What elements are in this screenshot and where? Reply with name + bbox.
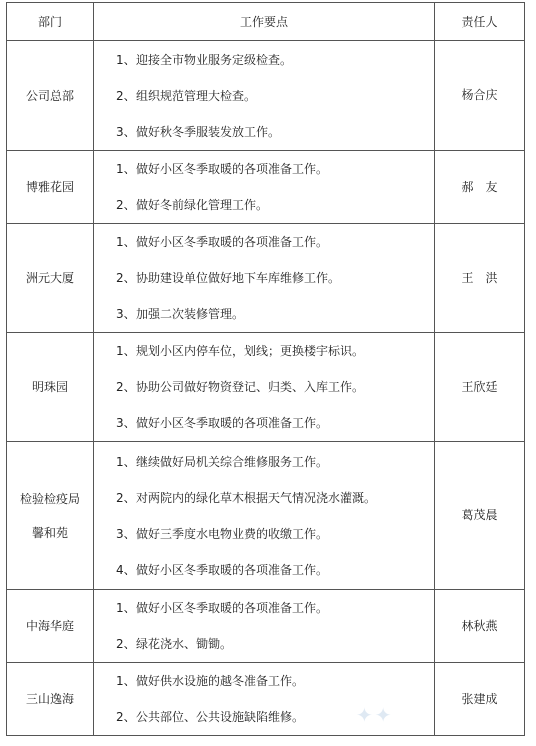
task-item (94, 151, 434, 187)
task-number: 2、 (116, 491, 136, 505)
work-plan-table (6, 2, 525, 736)
task-item (94, 42, 434, 78)
table-body (7, 41, 525, 736)
task-number: 2、 (116, 380, 136, 394)
task-number: 4、 (116, 563, 136, 577)
task-text: 做好小区冬季取暖的各项准备工作。 (136, 162, 329, 176)
task-text: 做好小区冬季取暖的各项准备工作。 (136, 563, 329, 577)
task-item (94, 552, 434, 588)
task-text: 规划小区内停车位，划线；更换楼宇标识。 (136, 344, 365, 358)
task-text: 加强二次装修管理。 (136, 307, 245, 321)
table-row (7, 663, 525, 736)
task-text: 做好小区冬季取暖的各项准备工作。 (136, 601, 329, 615)
task-text: 迎接全市物业服务定级检查。 (136, 53, 293, 67)
task-text: 做好三季度水电物业费的收缴工作。 (136, 527, 329, 541)
task-item (94, 296, 434, 332)
task-number: 2、 (116, 710, 136, 724)
dept-cell (7, 590, 94, 663)
task-item (94, 187, 434, 223)
task-text: 做好小区冬季取暖的各项准备工作。 (136, 235, 329, 249)
task-item (94, 444, 434, 480)
tasks-cell (94, 442, 435, 590)
task-item (94, 405, 434, 441)
task-item (94, 78, 434, 114)
dept-cell (7, 442, 94, 590)
tasks-cell (94, 590, 435, 663)
task-number: 3、 (116, 307, 136, 321)
task-number: 1、 (116, 53, 136, 67)
tasks-cell (94, 333, 435, 442)
task-item (94, 260, 434, 296)
task-item (94, 516, 434, 552)
task-text: 做好小区冬季取暖的各项准备工作。 (136, 416, 329, 430)
owner-cell: 林秋燕 (435, 590, 525, 663)
tasks-cell (94, 151, 435, 224)
table-row (7, 151, 525, 224)
task-number: 3、 (116, 125, 136, 139)
tasks-cell (94, 224, 435, 333)
dept-name: 三山逸海 (25, 692, 74, 706)
owner-cell: 郝 友 (435, 151, 525, 224)
watermark-logo: ✦✦ (356, 703, 394, 727)
dept-name: 馨和苑 (31, 525, 68, 540)
owner-cell: 张建成 (435, 663, 525, 736)
task-text: 做好供水设施的越冬准备工作。 (136, 674, 305, 688)
dept-cell (7, 663, 94, 736)
task-item (94, 626, 434, 662)
task-text: 协助公司做好物资登记、归类、入库工作。 (136, 380, 365, 394)
task-number: 1、 (116, 162, 136, 176)
dept-cell (7, 333, 94, 442)
task-number: 1、 (116, 601, 136, 615)
owner-cell: 王 洪 (435, 224, 525, 333)
table-row (7, 590, 525, 663)
dept-name: 公司总部 (25, 88, 74, 103)
task-number: 1、 (116, 455, 136, 469)
task-text: 公共部位、公共设施缺陷维修。 (136, 710, 305, 724)
task-number: 1、 (116, 344, 136, 358)
task-item (94, 224, 434, 260)
owner-cell: 葛茂晨 (435, 442, 525, 590)
task-number: 2、 (116, 637, 136, 651)
task-text: 绿花浇水、锄锄。 (136, 637, 233, 651)
task-item (94, 480, 434, 516)
header-owner: 责任人 (435, 3, 525, 41)
task-number: 2、 (116, 198, 136, 212)
task-number: 2、 (116, 271, 136, 285)
dept-cell (7, 151, 94, 224)
header-tasks: 工作要点 (94, 3, 435, 41)
dept-name: 中海华庭 (25, 619, 74, 633)
task-item (94, 369, 434, 405)
dept-cell (7, 224, 94, 333)
task-text: 协助建设单位做好地下车库维修工作。 (136, 271, 341, 285)
dept-name: 检验检疫局 (19, 491, 80, 506)
table-row (7, 442, 525, 590)
table-row (7, 41, 525, 151)
dept-cell (7, 41, 94, 151)
task-item (94, 114, 434, 150)
task-text: 对两院内的绿化草木根据天气情况浇水灌溉。 (136, 491, 377, 505)
task-number: 1、 (116, 235, 136, 249)
task-number: 3、 (116, 527, 136, 541)
table-row (7, 333, 525, 442)
task-number: 1、 (116, 674, 136, 688)
task-text: 做好秋冬季服装发放工作。 (136, 125, 281, 139)
task-number: 3、 (116, 416, 136, 430)
table-row (7, 224, 525, 333)
task-item (94, 663, 434, 699)
table-header-row (7, 3, 525, 41)
task-item (94, 333, 434, 369)
task-text: 继续做好局机关综合维修服务工作。 (136, 455, 329, 469)
task-text: 组织规范管理大检查。 (136, 89, 257, 103)
dept-name: 明珠园 (31, 380, 68, 394)
task-item (94, 590, 434, 626)
task-number: 2、 (116, 89, 136, 103)
dept-name: 博雅花园 (25, 180, 74, 194)
tasks-cell (94, 41, 435, 151)
dept-name: 洲元大厦 (25, 271, 74, 285)
task-text: 做好冬前绿化管理工作。 (136, 198, 269, 212)
header-dept: 部门 (7, 3, 94, 41)
owner-cell: 王欣廷 (435, 333, 525, 442)
owner-cell: 杨合庆 (435, 41, 525, 151)
